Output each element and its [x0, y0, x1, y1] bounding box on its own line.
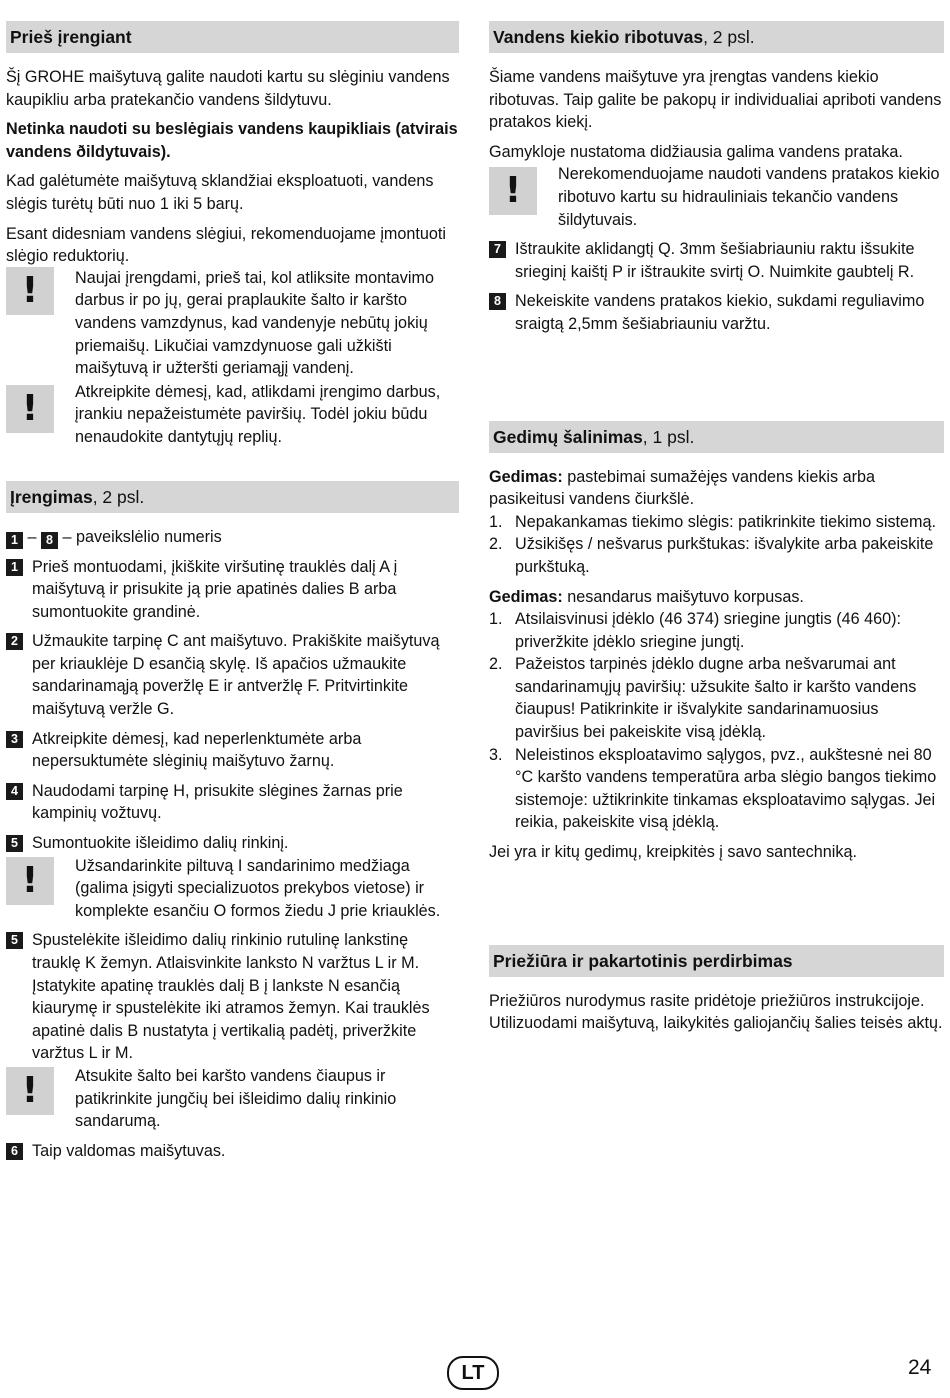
section-header-ribotuvas [489, 21, 944, 53]
section-title-page: , 2 psl. [92, 486, 145, 507]
list-item-text: Užsikišęs / nešvarus purkštukas: išvalykite arba pakeiskite purkštuką. [515, 535, 934, 576]
section-title: Priežiūra ir pakartotinis perdirbimas [493, 950, 793, 971]
list-item-text: Pažeistos tarpinės įdėklo dugne arba nešvarumai ant sandarinamųjų paviršių: užsukite šalto ir karšto vandens čiaupus! Patikrinkite ir išvalykite sandarinamuosius paviršius bei pakeiskite visą įdėklą. [515, 655, 917, 742]
list-item-number: 2. [489, 655, 503, 674]
list-item-number: 1. [489, 610, 503, 629]
warning-text: Nerekomenduojame naudoti vandens pratakos kiekio ribotuvo kartu su hidrauliniais tekančio vandens šildytuvais. [558, 165, 940, 229]
warning-icon: ! [489, 167, 537, 215]
step-item [6, 832, 459, 855]
step-item [489, 290, 944, 335]
section-header-prieziura [489, 945, 944, 977]
warning-note [489, 163, 944, 231]
step-text: Spustelėkite išleidimo dalių rinkinio rutulinę lankstinę trauklę K žemyn. Atlaisvinkite lanksto N varžtus L ir M. Įstatykite apatinę trauklės dalį B į lankste N esančią kiaurymę ir spustelėkite iki atramos žemyn. Kai trauklės apatinė dalis B nustatyta į vertikalią padėtį, priveržkite varžtus L ir M. [32, 931, 430, 1063]
step-number-badge: 2 [6, 633, 23, 650]
left-column [6, 21, 459, 1162]
paragraph: Esant didesniam vandens slėgiui, rekomenduojame įmontuoti slėgio reduktorių. [6, 224, 447, 266]
step-number-badge: 5 [6, 932, 23, 949]
fault-solutions-list [489, 608, 944, 834]
step-number-badge: 4 [6, 783, 23, 800]
warning-icon: ! [6, 857, 54, 905]
section-title: Prieš įrengiant [10, 27, 132, 47]
figure-range-note [6, 526, 459, 549]
step-number-badge: 1 [6, 559, 23, 576]
step-item [6, 630, 459, 720]
list-item [489, 533, 944, 578]
language-badge: LT [447, 1356, 499, 1390]
list-item-text: Atsilaisvinusi įdėklo (46 374) sriegine jungtis (46 460): priveržkite įdėklo sriegine jungtį. [515, 610, 902, 651]
warning-note [6, 381, 459, 449]
step-item [6, 728, 459, 773]
page-number: 24 [908, 1356, 932, 1379]
fault-solutions-list [489, 511, 944, 579]
warning-text: Atkreipkite dėmesį, kad, atlikdami įrengimo darbus, įrankiu nepažeistumėte paviršių. Todėl jokiu būdu nenaudokite dantytųjų replių. [75, 382, 441, 446]
step-item [6, 780, 459, 825]
section-title-page: , 2 psl. [703, 27, 755, 47]
warning-note [6, 267, 459, 380]
step-text: Naudodami tarpinę H, prisukite slėgines žarnas prie kampinių vožtuvų. [32, 781, 403, 823]
list-item [489, 608, 944, 653]
step-number-badge: 5 [6, 835, 23, 852]
warning-text: Užsandarinkite piltuvą I sandarinimo medžiaga (galima įsigyti specializuotos prekybos vietose) ir komplekte esančiu O formos žiedu J prie kriauklės. [75, 856, 441, 920]
step-item [6, 556, 459, 624]
warning-icon: ! [6, 1067, 54, 1115]
paragraph: Priežiūros nurodymus rasite pridėtoje priežiūros instrukcijoje. Utilizuodami maišytuvą, laikykitės galiojančių šalies teisės aktų. [489, 991, 943, 1033]
step-text: Nekeiskite vandens pratakos kiekio, sukdami reguliavimo sraigtą 2,5mm šešiabriauniu varžtu. [515, 292, 925, 333]
list-item-number: 3. [489, 745, 503, 764]
list-item [489, 744, 944, 834]
list-item-text: Neleistinos eksploatavimo sąlygos, pvz., aukštesnė nei 80 °C karšto vandens temperatūra arba slėgio bangos tiekimo sistemoje: užtikrinkite tinkamas eksploatavimo sąlygas. Jei reikia, pakeiskite visą įdėklą. [515, 745, 937, 832]
step-item [6, 929, 459, 1065]
section-header-gedimu-salinimas [489, 421, 944, 453]
warning-note [6, 1065, 459, 1133]
range-dash: – [23, 527, 41, 546]
warning-note [6, 855, 459, 923]
step-number-badge: 1 [6, 532, 23, 549]
step-item [489, 238, 944, 283]
fault-text: nesandarus maišytuvo korpusas. [562, 587, 804, 606]
list-item-number: 1. [489, 512, 503, 531]
step-text: Sumontuokite išleidimo dalių rinkinį. [32, 834, 289, 853]
step-number-badge: 8 [489, 293, 506, 310]
step-text: Ištraukite aklidangtį Q. 3mm šešiabriauniu raktu išsukite srieginį kaištį P ir ištraukite svirtį O. Nuimkite gaubtelį R. [515, 240, 915, 281]
step-number-badge: 6 [6, 1143, 23, 1160]
warning-icon: ! [6, 385, 54, 433]
warning-icon: ! [6, 267, 54, 315]
list-item [489, 653, 944, 743]
paragraph: Jei yra ir kitų gedimų, kreipkitės į savo santechniką. [489, 843, 857, 862]
section-title-bold: Vandens kiekio ribotuvas [493, 27, 704, 47]
section-title-page: , 1 psl. [642, 426, 695, 447]
paragraph: Gamykloje nustatoma didžiausia galima vandens prataka. [489, 142, 903, 161]
section-title-bold: Gedimų šalinimas [493, 426, 643, 447]
warning-text: Naujai įrengdami, prieš tai, kol atliksite montavimo darbus ir po jų, gerai praplaukite šalto ir karšto vandens vamzdynus, kad vandenyje nebūtų jokių priemaišų. Likučiai vamzdynuose gali užkišti maišytuvą ir užteršti geriamąjį vandenį. [75, 268, 434, 378]
warning-text: Atsukite šalto bei karšto vandens čiaupus ir patikrinkite jungčių bei išleidimo dalių rinkinio sandarumą. [75, 1066, 397, 1131]
step-item [6, 1140, 459, 1163]
section-title-bold: Įrengimas [10, 486, 93, 507]
right-column [489, 21, 944, 1035]
section-header-irengimas [6, 481, 459, 513]
step-number-badge: 8 [41, 532, 58, 549]
step-text: Taip valdomas maišytuvas. [32, 1141, 226, 1160]
step-text: Užmaukite tarpinę C ant maišytuvo. Prakiškite maišytuvą per kriauklėje D esančią skylę. Iš apačios užmaukite sandarinamąją poveržlę E ir antveržlę F. Pritvirtinkite maišytuvą veržle G. [32, 632, 440, 719]
step-text: Atkreipkite dėmesį, kad neperlenktumėte arba nepersuktumėte slėginių maišytuvo žarnų. [32, 729, 362, 771]
fault-label: Gedimas: [489, 587, 563, 606]
paragraph: Šį GROHE maišytuvą galite naudoti kartu su slėginiu vandens kaupikliu arba pratekančio vandens šildytuvu. [6, 68, 450, 109]
list-item-number: 2. [489, 535, 503, 554]
paragraph-bold: Netinka naudoti su beslėgiais vandens kaupikliais (atvirais vandens ðildytuvais). [6, 120, 458, 161]
paragraph: Kad galėtumėte maišytuvą sklandžiai eksploatuoti, vandens slėgis turėtų būti nuo 1 iki 5 barų. [6, 172, 434, 213]
fault-label: Gedimas: [489, 467, 563, 486]
list-item [489, 511, 944, 534]
fault-description [489, 466, 944, 511]
fault-description [489, 586, 944, 609]
paragraph: Šiame vandens maišytuve yra įrengtas vandens kiekio ribotuvas. Taip galite be pakopų ir individualiai apriboti vandens pratakos kiekį. [489, 68, 942, 132]
fault-text: pastebimai sumažėjęs vandens kiekis arba pasikeitusi vandens čiurkšlė. [489, 467, 875, 509]
step-number-badge: 3 [6, 731, 23, 748]
step-number-badge: 7 [489, 241, 506, 258]
range-text: – paveikslėlio numeris [58, 527, 222, 546]
step-text: Prieš montuodami, įkiškite viršutinę trauklės dalį A į maišytuvą ir prisukite ją prie apatinės dalies B arba sumontuokite grandinė. [32, 557, 398, 621]
section-header-pries-irengiant [6, 21, 459, 53]
list-item-text: Nepakankamas tiekimo slėgis: patikrinkite tiekimo sistemą. [515, 512, 937, 531]
